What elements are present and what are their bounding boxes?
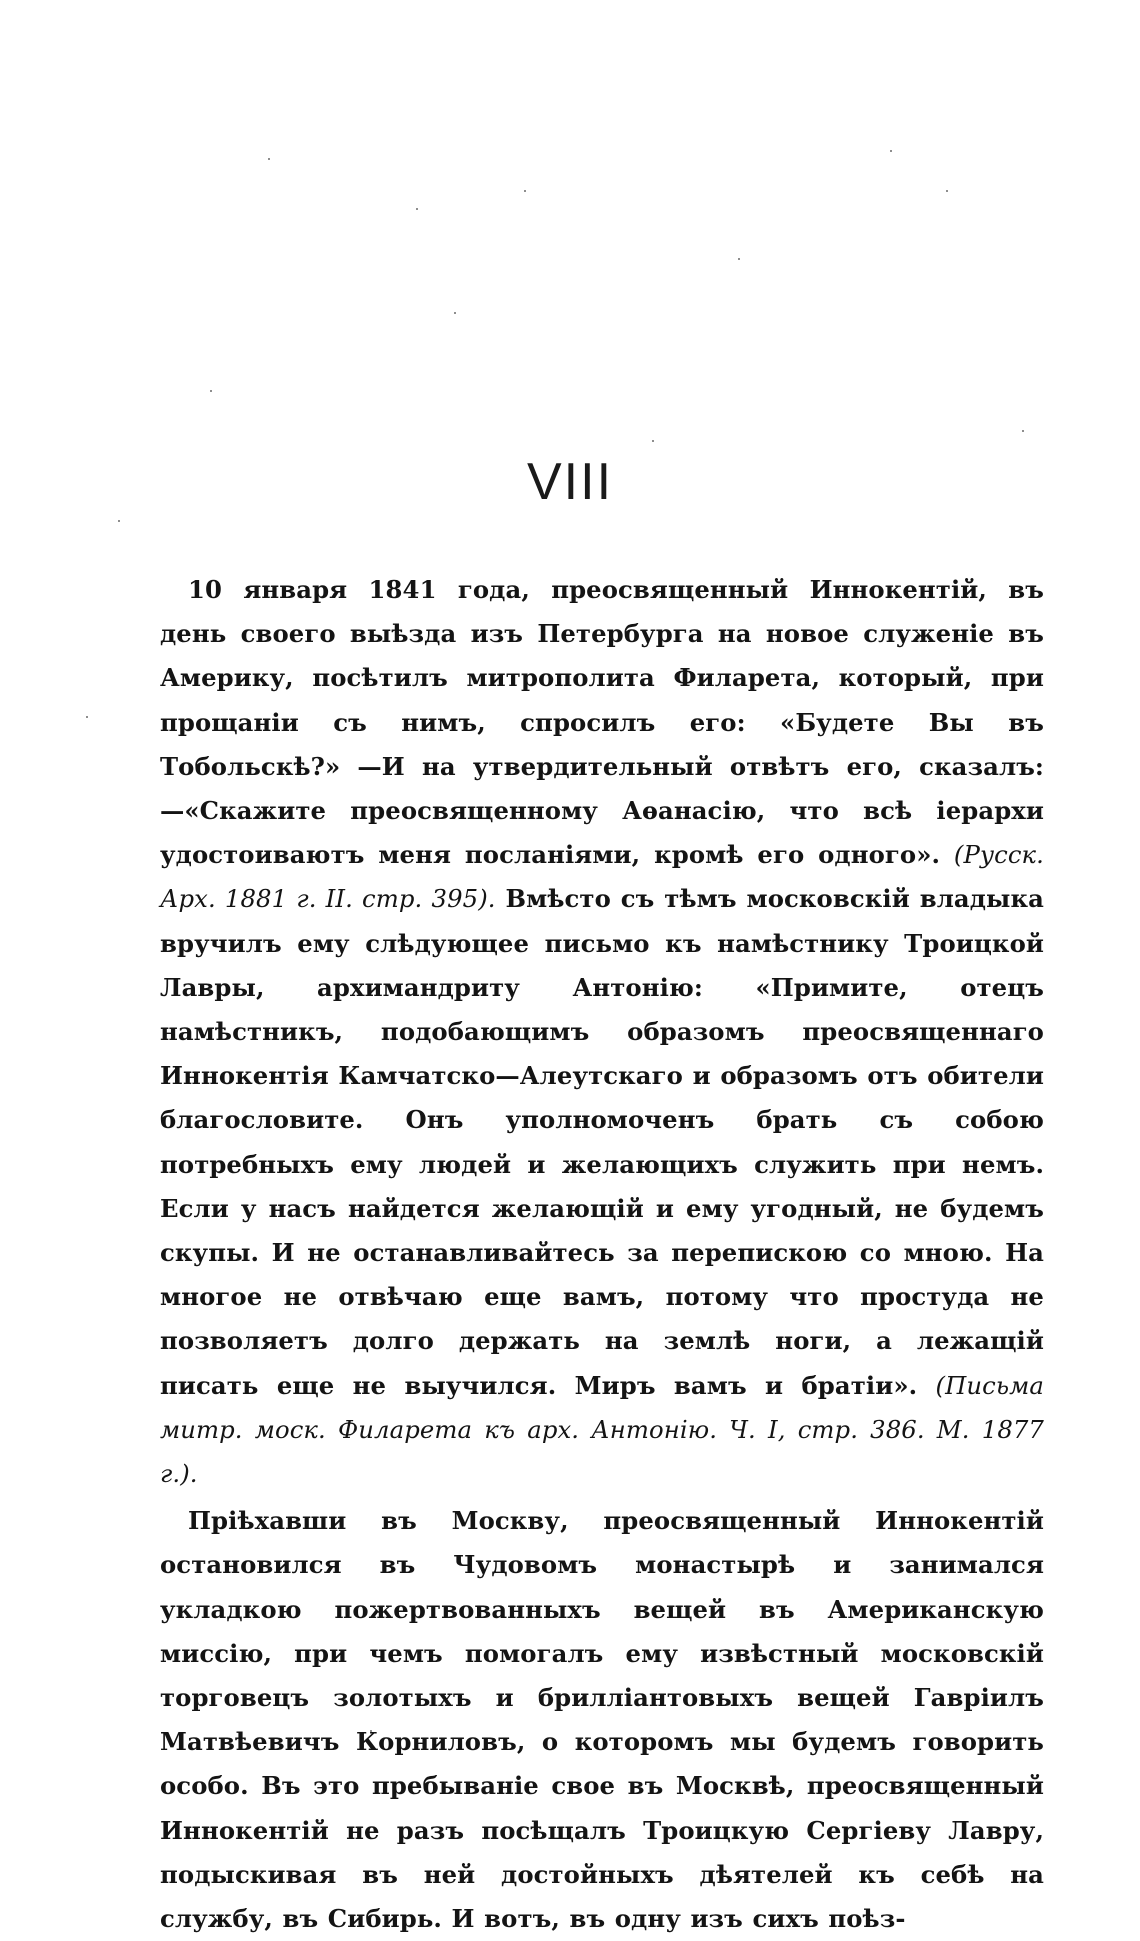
paragraph-1-letter-text: Вмѣсто съ тѣмъ московскій владыка вручилъ ему слѣдующее письмо къ намѣстнику Троицкой Лавры, архимандриту Антонію: «Примите, отецъ намѣстникъ, подобающимъ образомъ преосвященнаго Иннокентія Камчатско—Алеутскаго и образомъ отъ обители благословите. Онъ уполномоченъ брать съ собою потребныхъ ему людей и желающихъ служить при немъ. Если у насъ найдется желающій и ему угодный, не будемъ скупы. И не останавливайтесь за перепискою со мною. На многое не отвѣчаю еще вамъ, потому что простуда не позволяетъ долго держать на землѣ ноги, а лежащій писать еще не выучился. Миръ вамъ и братіи». — [160, 884, 1045, 1400]
print-speck — [86, 716, 88, 718]
print-speck — [416, 208, 418, 210]
print-speck — [268, 158, 270, 160]
citation-russkiy-arkhiv: (Русск. Арх. 1881 г. II. стр. 395). — [160, 840, 1044, 914]
print-speck — [118, 520, 120, 522]
print-speck — [524, 190, 526, 192]
paragraph-2-text: Пріѣхавши въ Москву, преосвященный Иннокентій остановился въ Чудовомъ монастырѣ и занимался укладкою пожертвованныхъ вещей въ Американскую миссію, при чемъ помогалъ ему извѣстный московскій торговецъ золотыхъ и бриллiантовыхъ вещей Гавріилъ Матвѣевичъ Корниловъ, о которомъ мы будемъ говорить особо. Въ это пребываніе свое въ Москвѣ, преосвященный Иннокентій не разъ посѣщалъ Троицкую Сергіеву Лавру, подыскивая въ ней достойныхъ дѣятелей къ себѣ на службу, въ Сибирь. И вотъ, въ одну изъ сихъ поѣз- — [160, 1506, 1044, 1934]
print-speck — [890, 150, 892, 152]
print-speck — [946, 190, 948, 192]
paragraph-2 — [160, 1499, 1044, 1941]
citation-pisma-filareta: (Письма митр. моск. Филарета къ арх. Антонію. Ч. I, стр. 386. М. 1877 г.). — [160, 1370, 1044, 1489]
print-speck — [454, 312, 456, 314]
body-text — [160, 568, 1044, 1941]
print-speck — [1022, 430, 1024, 432]
paragraph-1-text: 10 января 1841 года, преосвященный Иннокентій, въ день своего выѣзда изъ Петербурга на новое служеніе въ Америку, посѣтилъ митрополита Филарета, который, при прощаніи съ нимъ, спросилъ его: «Будете Вы въ Тобольскѣ?» —И на утвердительный отвѣтъ его, сказалъ:—«Скажите преосвященному Аѳанасію, что всѣ іерархи удостоиваютъ меня посланіями, кромѣ его одного». — [160, 575, 1044, 870]
paragraph-1 — [160, 568, 1044, 1496]
print-speck — [652, 440, 654, 442]
print-speck — [210, 390, 212, 392]
print-speck — [738, 258, 740, 260]
chapter-number: VIII — [526, 453, 614, 511]
